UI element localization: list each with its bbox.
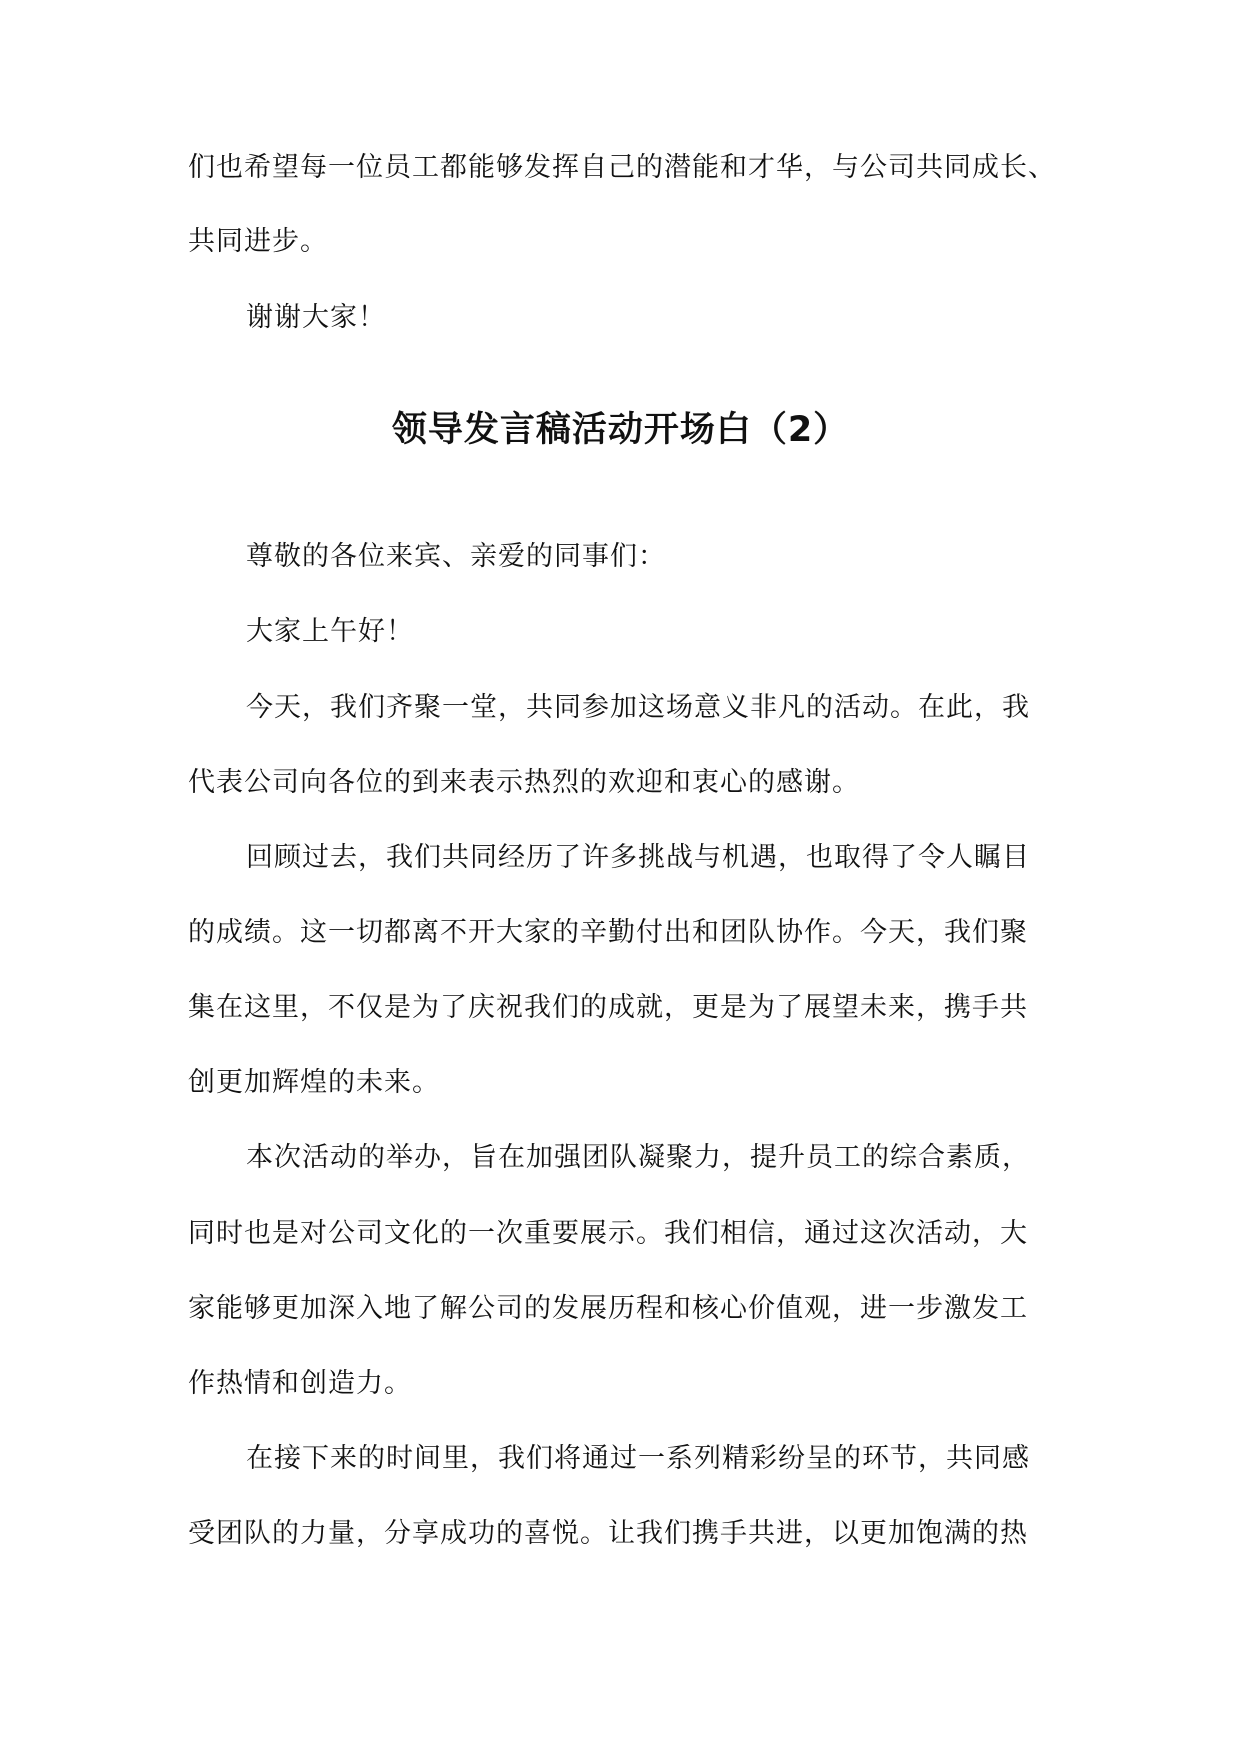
salutation: 尊敬的各位来宾、亲爱的同事们：	[246, 541, 666, 572]
paragraph3-line-4: 作热情和创造力。	[188, 1368, 412, 1399]
paragraph3-line-1: 本次活动的举办，旨在加强团队凝聚力，提升员工的综合素质，	[246, 1142, 1030, 1173]
paragraph2-line-1: 回顾过去，我们共同经历了许多挑战与机遇，也取得了令人瞩目	[246, 842, 1030, 873]
paragraph3-line-2: 同时也是对公司文化的一次重要展示。我们相信，通过这次活动，大	[188, 1218, 1028, 1249]
closing-text: 谢谢大家！	[246, 302, 386, 333]
paragraph3-line-3: 家能够更加深入地了解公司的发展历程和核心价值观，进一步激发工	[188, 1293, 1028, 1324]
paragraph1-line-1: 今天，我们齐聚一堂，共同参加这场意义非凡的活动。在此，我	[246, 692, 1030, 723]
paragraph2-line-3: 集在这里，不仅是为了庆祝我们的成就，更是为了展望未来，携手共	[188, 992, 1028, 1023]
section-title: 领导发言稿活动开场白（2）	[391, 410, 850, 450]
continuation-line-2: 共同进步。	[188, 226, 328, 257]
paragraph4-line-2: 受团队的力量，分享成功的喜悦。让我们携手共进，以更加饱满的热	[188, 1518, 1028, 1549]
continuation-line-1: 们也希望每一位员工都能够发挥自己的潜能和才华，与公司共同成长、	[188, 152, 1056, 183]
greeting: 大家上午好！	[246, 616, 414, 647]
paragraph4-line-1: 在接下来的时间里，我们将通过一系列精彩纷呈的环节，共同感	[246, 1443, 1030, 1474]
paragraph2-line-2: 的成绩。这一切都离不开大家的辛勤付出和团队协作。今天，我们聚	[188, 917, 1028, 948]
paragraph2-line-4: 创更加辉煌的未来。	[188, 1067, 440, 1098]
paragraph1-line-2: 代表公司向各位的到来表示热烈的欢迎和衷心的感谢。	[188, 767, 860, 798]
